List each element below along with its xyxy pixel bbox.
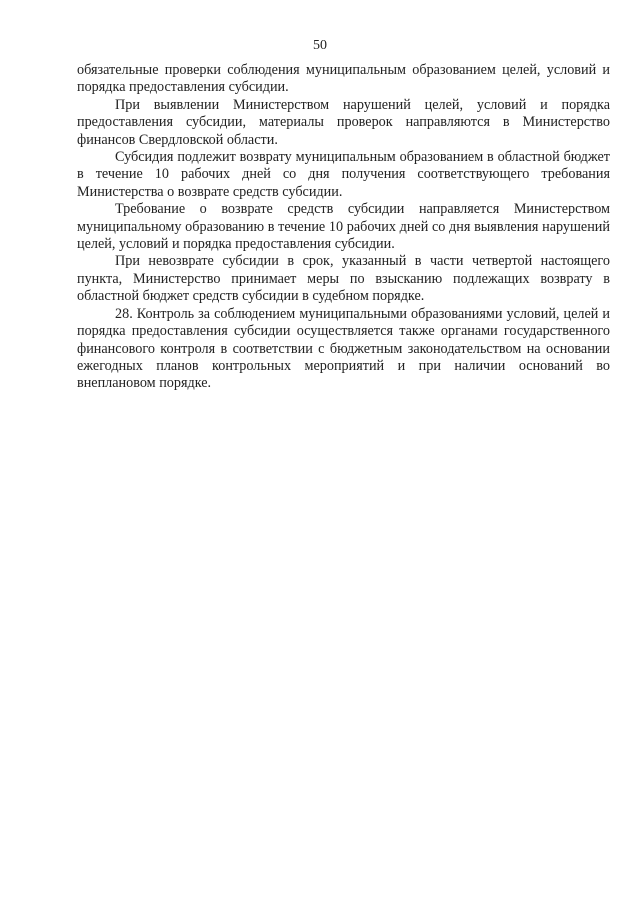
paragraph-item-28: 28. Контроль за соблюдением муниципальными образованиями условий, целей и порядка предоставления субсидии осуществляется также органами государственного финансового контроля в соответствии с бюджетным законодательством на основании ежегодных планов контрольных мероприятий и при наличии оснований во внеплановом порядке.	[77, 305, 610, 392]
document-body	[77, 62, 610, 393]
paragraph-return-request: Требование о возврате средств субсидии направляется Министерством муниципальному образованию в течение 10 рабочих дней со дня выявления нарушений целей, условий и порядка предоставления субсидии.	[77, 201, 610, 253]
paragraph-violations: При выявлении Министерством нарушений целей, условий и порядка предоставления субсидии, материалы проверок направляются в Министерство финансов Свердловской области.	[77, 96, 610, 148]
paragraph-return-subsidy: Субсидия подлежит возврату муниципальным образованием в областной бюджет в течение 10 рабочих дней со дня получения соответствующего требования Министерства о возврате средств субсидии.	[77, 149, 610, 200]
page-number: 50	[313, 38, 327, 53]
paragraph-non-return: При невозврате субсидии в срок, указанный в части четвертой настоящего пункта, Министерство принимает меры по взысканию подлежащих возврату в областной бюджет средств субсидии в судебном порядке.	[77, 253, 610, 305]
paragraph-continuation: обязательные проверки соблюдения муниципальным образованием целей, условий и порядка предоставления субсидии.	[77, 62, 610, 96]
